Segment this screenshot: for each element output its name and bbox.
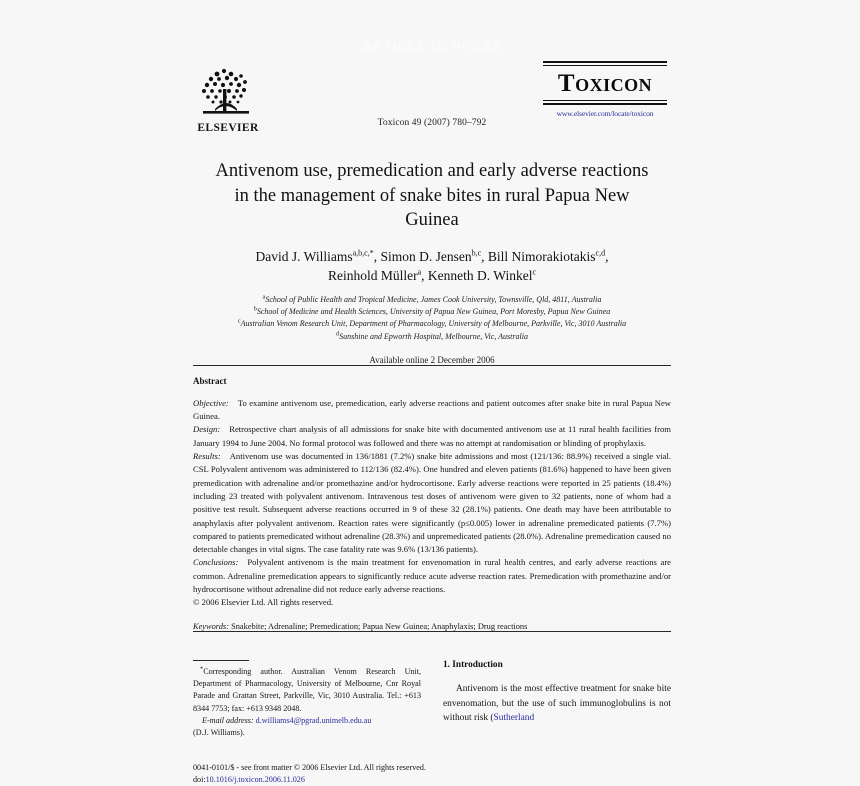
abstract-heading: Abstract — [193, 375, 227, 386]
article-in-press-banner: ARTICLE IN PRESS — [362, 39, 502, 54]
citation-link-sutherland[interactable]: Sutherland — [493, 713, 535, 724]
author-name: Kenneth D. Winkel — [427, 267, 533, 283]
abstract-results-label: Results: — [193, 450, 221, 461]
abstract-objective-text: To examine antivenom use, premedication, early adverse reactions and patient outcomes after snake bite in rural Papua New Guinea. — [193, 397, 671, 422]
affiliation-list — [193, 294, 671, 343]
affiliation-text: Australian Venom Research Unit, Department of Pharmacology, University of Melbourne, Parkville, Vic, 3010 Australia — [240, 319, 627, 329]
abstract-results — [193, 450, 671, 557]
toxicon-rule-bottom — [543, 100, 667, 105]
author-entry — [428, 268, 536, 283]
elsevier-tree-icon — [195, 65, 257, 121]
left-column — [193, 660, 426, 786]
abstract-design-text: Retrospective chart analysis of all admissions for snake bite with documented antivenom use at 11 rural health facilities from January 1994 to June 2004. No formal protocol was followed and there was no attempt at randomisation or blinding of prophylaxis. — [193, 424, 671, 448]
page-content — [193, 0, 671, 786]
doi-line — [193, 774, 421, 786]
abstract-conclusions — [193, 556, 671, 596]
author-entry — [488, 249, 605, 264]
toxicon-rule-top — [543, 61, 667, 66]
footnote-separator-rule — [193, 660, 249, 661]
abstract-conclusions-text: Polyvalent antivenom is the main treatment for envenomation in rural health centres, and early adverse reactions are common. Adrenaline premedication appears to significantly reduce acute adverse reaction rates. Premedication with promethazine and/or hydrocortisone without adrenaline did not reduce early adverse reactions. — [193, 557, 671, 595]
footnote-marker: * — [200, 665, 204, 673]
doi-link[interactable]: 10.1016/j.toxicon.2006.11.026 — [205, 774, 305, 784]
affiliation-mark: d — [336, 329, 340, 337]
email-owner: (D.J. Williams). — [193, 728, 245, 738]
email-address-label: E-mail address: — [202, 715, 254, 725]
abstract-conclusions-label: Conclusions: — [193, 557, 239, 568]
journal-homepage-link[interactable]: www.elsevier.com/locate/toxicon — [556, 109, 654, 119]
available-online-date: Available online 2 December 2006 — [369, 354, 495, 365]
keywords-line — [193, 622, 671, 631]
affiliation-mark: c — [237, 317, 241, 325]
corresponding-author-footnote — [193, 666, 421, 740]
issn-front-matter-line: 0041-0101/$ - see front matter © 2006 Elsevier Ltd. All rights reserved. — [193, 762, 426, 772]
affiliation-text: Sunshine and Epworth Hospital, Melbourne, Vic, Australia — [339, 331, 528, 341]
author-name: Bill Nimorakiotakis — [487, 248, 596, 264]
affiliation-mark: a — [262, 293, 266, 301]
elsevier-wordmark: ELSEVIER — [197, 122, 259, 134]
author-affiliation-marks: c,d — [595, 248, 606, 258]
two-column-area — [193, 660, 671, 786]
abstract-objective-label: Objective: — [193, 397, 229, 408]
author-entry — [380, 249, 481, 264]
doi-prefix: doi: — [193, 774, 206, 784]
introduction-body — [443, 682, 671, 727]
author-name: Simon D. Jensen — [380, 248, 472, 264]
abstract-top-rule — [193, 365, 671, 366]
affiliation-item — [193, 294, 671, 306]
author-affiliation-marks: a — [417, 267, 422, 277]
footnote-email-owner-line — [193, 727, 421, 739]
abstract-rights — [193, 596, 671, 609]
author-list: David J. Williams$^{a,b,c,*}$, Simon D. Jensen$^{b,c}$, Bill Nimorakiotakis$^{c,d}$, Reinhold Müller$^a$, Kenneth D. Winkel$^c$ — [255, 248, 609, 283]
footnote-paragraph — [193, 666, 421, 715]
rights-line: © 2006 Elsevier Ltd. All rights reserved. — [193, 597, 334, 608]
introduction-text: Antivenom is the most effective treatment for snake bite envenomation, but the use of such immunoglobulins is not without risk ( — [443, 683, 671, 724]
author-name: Reinhold Müller — [327, 267, 418, 283]
author-affiliation-marks: b,c — [471, 248, 482, 258]
toxicon-logo-block[interactable] — [543, 61, 667, 118]
affiliation-item — [193, 331, 671, 343]
affiliation-item — [193, 306, 671, 318]
right-column — [443, 660, 671, 786]
affiliation-item — [193, 318, 671, 330]
affiliation-text: School of Medicine and Health Sciences, University of Papua New Guinea, Port Moresby, Papua New Guinea — [256, 307, 611, 317]
toxicon-journal-title: Toxicon — [557, 70, 653, 97]
author-entry — [256, 249, 374, 264]
author-affiliation-marks: c — [532, 267, 537, 277]
abstract-bottom-rule — [193, 631, 671, 632]
abstract-results-text: Antivenom use was documented in 136/1881 (7.2%) snake bite admissions and most (121/136: 88.9%) received a single vial. CSL Polyvalent antivenom was administered to 112/136 (82.4%). One hundred and eleven patients (81.6%) happened to have been given premedication with adrenaline and/or promethazine and/or hydrocortisone. Early adverse reactions were reported in 25 patients (18.4%) including 23 treated with polyvalent antivenom. Intravenous test doses of antivenom were given to 32 patients, none of whom had a positive test result. Subsequent adverse reactions occurred in 9 of these 32 (28.1%) patients. One death may have been attributable to anaphylaxis after polyvalent antivenom. Reaction rates were significantly (p≤0.005) lower in adrenaline premedicated patients (7.7%) compared to patients premedicated without adrenaline (28.3%) and unpremedicated patients (28.0%). Adrenaline premedication caused no detectable changes in vital signs. The case fatality rate was 9.6% (13/136 patients). — [193, 450, 671, 555]
introduction-heading: 1. Introduction — [443, 659, 503, 670]
keywords-text: Snakebite; Adrenaline; Premedication; Papua New Guinea; Anaphylaxis; Drug reactions — [231, 621, 528, 631]
keywords-label: Keywords: — [193, 621, 229, 631]
affiliation-text: School of Public Health and Tropical Medicine, James Cook University, Townsville, Qld, 4811, Australia — [265, 295, 602, 305]
copyright-block — [193, 762, 426, 786]
author-entry — [328, 268, 421, 283]
journal-reference: Toxicon 49 (2007) 780–792 — [377, 118, 487, 128]
author-name: David J. Williams — [255, 248, 353, 264]
corresponding-author-email-link[interactable]: d.williams4@pgrad.unimelb.edu.au — [255, 715, 372, 725]
abstract-objective — [193, 397, 671, 424]
affiliation-mark: b — [253, 305, 257, 313]
footnote-email-line — [193, 715, 421, 727]
introduction-paragraph — [443, 682, 671, 727]
footnote-text: Corresponding author. Australian Venom Research Unit, Department of Pharmacology, University of Melbourne, Cnr Royal Parade and Grattan Street, Parkville, Vic, 3010 Australia. Tel.: +613 8344 7753; fax: +613 9348 2048. — [193, 666, 421, 713]
journal-masthead — [193, 55, 671, 141]
author-affiliation-marks: a,b,c,* — [352, 248, 374, 258]
abstract-design — [193, 423, 671, 450]
page-title: Antivenom use, premedication and early adverse reactions in the management of snake bites in rural Papua New Guinea — [215, 161, 649, 231]
abstract-body — [193, 397, 671, 610]
abstract-design-label: Design: — [193, 424, 221, 435]
